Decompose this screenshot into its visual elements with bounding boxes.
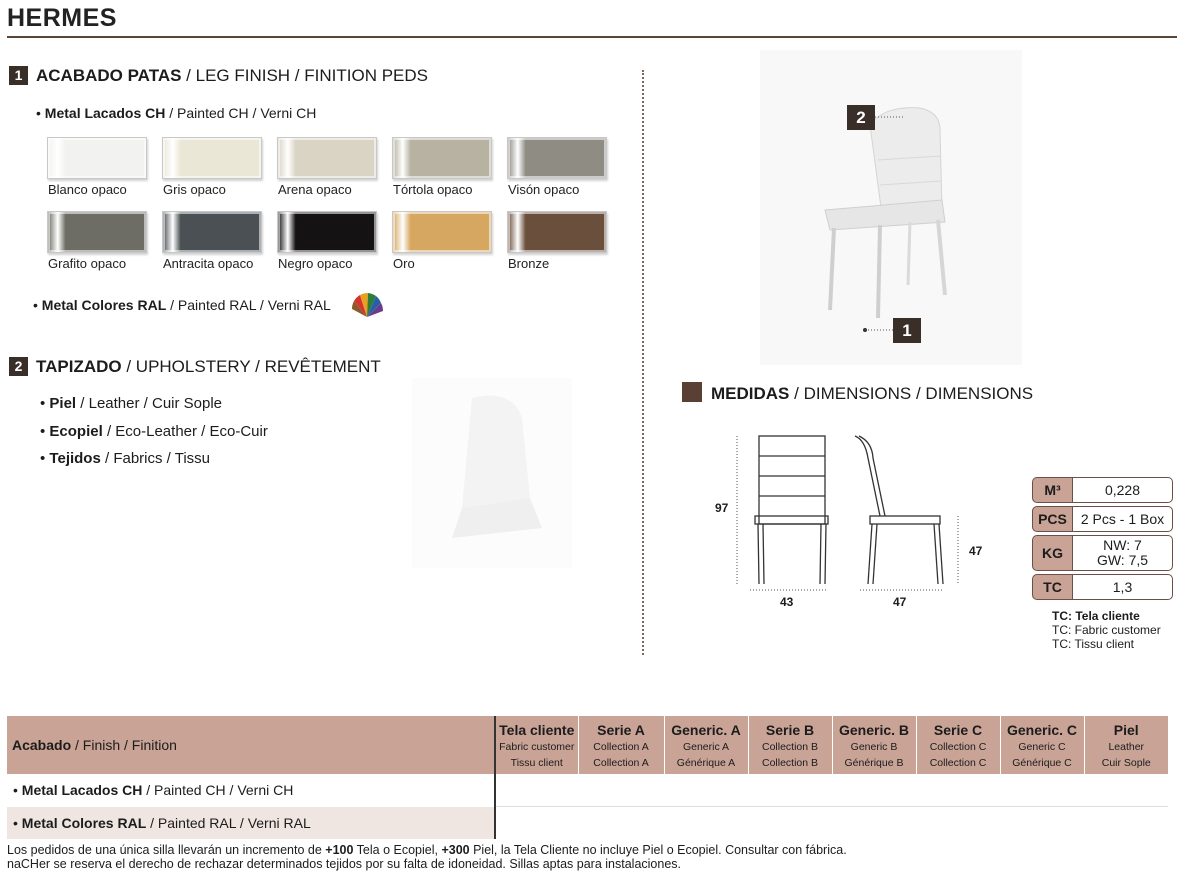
spec-key: PCS — [1032, 506, 1072, 532]
spec-key: M³ — [1032, 477, 1072, 503]
row-label-bold: Metal Lacados CH — [21, 782, 143, 799]
dimensions-heading — [711, 384, 1033, 404]
swatch-label: Antracita opaco — [163, 256, 254, 271]
price-cells — [495, 774, 1168, 807]
footer-text: Los pedidos de una única silla llevarán un incremento de — [7, 843, 326, 857]
column-title: Generic. C — [1006, 722, 1078, 738]
spec-key: TC — [1032, 574, 1072, 600]
upholstery-item-rest: / Leather / Cuir Sople — [76, 395, 223, 412]
ral-rest: / Painted RAL / Verni RAL — [166, 297, 331, 313]
swatch-5 — [507, 137, 607, 179]
row-label-rest: / Painted CH / Verni CH — [142, 782, 294, 799]
spec-value: 0,228 — [1072, 477, 1173, 503]
column-title: Piel — [1113, 722, 1139, 738]
row-label-bold: Metal Colores RAL — [21, 814, 147, 831]
footer-line-2: naCHer se reserva el derecho de rechazar determinados tejidos por su falta de idoneidad. Sillas aptas para instalaciones. — [7, 857, 681, 871]
spec-key: KG — [1032, 535, 1072, 571]
dimensions-square-icon — [682, 382, 702, 402]
upholstery-title-rest: / UPHOLSTERY / REVÊTEMENT — [121, 357, 381, 376]
row-label: • Metal Colores RAL / Painted RAL / Verni RAL — [7, 807, 495, 840]
price-column-header — [832, 716, 916, 774]
title-rule — [7, 36, 1177, 38]
column-subtitle-fr: Cuir Sople — [1101, 757, 1151, 769]
spec-row — [1032, 535, 1173, 571]
upholstery-heading — [9, 357, 381, 377]
swatch-10 — [507, 211, 607, 253]
width-label: 43 — [780, 595, 794, 609]
swatch-label: Tórtola opaco — [393, 182, 473, 197]
swatch-8 — [277, 211, 377, 253]
price-column-header — [916, 716, 1000, 774]
tc-note-en: TC: Fabric customer — [1052, 623, 1161, 637]
column-title: Tela cliente — [499, 722, 575, 738]
column-subtitle-en: Fabric customer — [499, 741, 575, 753]
column-subtitle-en: Generic B — [850, 741, 898, 753]
column-subtitle-fr: Collection A — [593, 757, 649, 769]
column-subtitle-fr: Collection B — [761, 757, 819, 769]
price-column-header — [578, 716, 664, 774]
upholstery-item-rest: / Eco-Leather / Eco-Cuir — [102, 423, 268, 440]
table-row — [7, 774, 1168, 807]
ral-bold: Metal Colores RAL — [41, 297, 167, 313]
table-row — [7, 807, 1168, 840]
section-number: 1 — [9, 66, 28, 85]
price-column-header — [748, 716, 832, 774]
spec-value: 2 Pcs - 1 Box — [1072, 506, 1173, 532]
footer-amount: +300 — [441, 843, 470, 857]
swatch-label: Blanco opaco — [48, 182, 127, 197]
upholstery-item-rest: / Fabrics / Tissu — [100, 450, 211, 467]
column-title: Generic. B — [838, 722, 910, 738]
swatch-label: Grafito opaco — [48, 256, 127, 271]
swatch-label: Oro — [393, 256, 415, 271]
leg-finish-title-rest: / LEG FINISH / FINITION PEDS — [181, 66, 428, 85]
seat-height-label: 47 — [969, 544, 983, 558]
callout-1-label: 1 — [902, 321, 912, 340]
column-subtitle-en: Collection B — [761, 741, 819, 753]
row-label-rest: / Painted RAL / Verni RAL — [146, 814, 311, 831]
swatch-label: Bronze — [508, 256, 550, 271]
ral-bullet: • Metal Colores RAL / Painted RAL / Verni RAL — [33, 297, 331, 313]
swatch-label: Visón opaco — [508, 182, 580, 197]
column-title: Serie C — [933, 722, 983, 738]
color-fan-icon — [350, 291, 384, 319]
column-title: Serie A — [597, 722, 645, 738]
lacados-bold: Metal Lacados CH — [44, 105, 166, 121]
footer-text: Piel, la Tela Cliente no incluye Piel o Ecopiel. Consultar con fábrica. — [469, 843, 847, 857]
spec-row — [1032, 477, 1173, 503]
column-subtitle-fr: Tissu client — [510, 757, 563, 769]
header-bold: Acabado — [12, 736, 72, 753]
tc-notes — [1052, 609, 1161, 651]
leg-finish-heading — [9, 66, 428, 86]
price-cells — [495, 807, 1168, 840]
upholstery-title-bold: TAPIZADO — [36, 357, 122, 376]
dimensions-drawing — [700, 428, 990, 618]
price-column-header — [1000, 716, 1084, 774]
height-label: 97 — [715, 501, 729, 515]
tc-note-fr: TC: Tissu client — [1052, 637, 1135, 651]
row-label: • Metal Lacados CH / Painted CH / Verni CH — [7, 774, 495, 807]
upholstery-item-bold: Tejidos — [49, 450, 101, 467]
spec-value-gw: GW: 7,5 — [1096, 552, 1149, 568]
swatch-1 — [47, 137, 147, 179]
footer-text: Tela o Ecopiel, — [353, 843, 442, 857]
section-number: 2 — [9, 357, 28, 376]
column-subtitle-fr: Générique C — [1012, 757, 1072, 769]
column-title: Generic. A — [671, 722, 741, 738]
lacados-bullet: • Metal Lacados CH / Painted CH / Verni CH — [36, 105, 317, 121]
upholstery-item-bold: Piel — [49, 395, 77, 412]
price-table-header-finish — [7, 716, 495, 774]
column-subtitle-en: Generic A — [682, 741, 730, 753]
swatch-label: Arena opaco — [278, 182, 352, 197]
upholstery-item: • Ecopiel / Eco-Leather / Eco-Cuir — [40, 423, 268, 440]
swatch-label: Gris opaco — [163, 182, 226, 197]
dimensions-title-rest: / DIMENSIONS / DIMENSIONS — [789, 384, 1034, 403]
swatch-3 — [277, 137, 377, 179]
swatch-2 — [162, 137, 262, 179]
column-subtitle-fr: Générique A — [676, 757, 736, 769]
footer-amount: +100 — [325, 843, 354, 857]
column-subtitle-en: Leather — [1108, 741, 1145, 753]
footer-line-1 — [7, 843, 847, 857]
swatch-7 — [162, 211, 262, 253]
callout-2-label: 2 — [856, 108, 866, 127]
upholstery-item: • Piel / Leather / Cuir Sople — [40, 395, 223, 412]
price-column-header — [495, 716, 578, 774]
spec-row — [1032, 506, 1173, 532]
column-subtitle-fr: Collection C — [929, 757, 987, 769]
column-subtitle-en: Collection C — [929, 741, 987, 753]
spec-table — [1032, 477, 1173, 603]
swatch-6 — [47, 211, 147, 253]
price-column-header — [1084, 716, 1168, 774]
upholstery-photo — [412, 378, 572, 568]
price-column-header — [664, 716, 748, 774]
chair-photo — [760, 50, 1022, 365]
upholstery-item: • Tejidos / Fabrics / Tissu — [40, 450, 211, 467]
footer-note — [7, 843, 847, 871]
spec-value: 1,3 — [1072, 574, 1173, 600]
depth-label: 47 — [893, 595, 907, 609]
tc-note-es: TC: Tela cliente — [1052, 609, 1140, 623]
column-subtitle-en: Generic C — [1018, 741, 1066, 753]
swatch-9 — [392, 211, 492, 253]
spec-value — [1072, 535, 1173, 571]
page-title: HERMES — [7, 4, 117, 32]
column-subtitle-en: Collection A — [593, 741, 649, 753]
header-rest: / Finish / Finition — [71, 736, 177, 753]
spec-row — [1032, 574, 1173, 600]
price-table — [7, 716, 1168, 839]
swatch-4 — [392, 137, 492, 179]
lacados-rest: / Painted CH / Verni CH — [165, 105, 317, 121]
column-subtitle-fr: Générique B — [844, 757, 904, 769]
spec-value-nw: NW: 7 — [1103, 537, 1142, 553]
column-divider — [642, 70, 644, 655]
column-title: Serie B — [765, 722, 815, 738]
dimensions-title-bold: MEDIDAS — [711, 384, 790, 403]
swatch-label: Negro opaco — [278, 256, 353, 271]
leg-finish-title-bold: ACABADO PATAS — [36, 66, 182, 85]
upholstery-item-bold: Ecopiel — [49, 423, 103, 440]
